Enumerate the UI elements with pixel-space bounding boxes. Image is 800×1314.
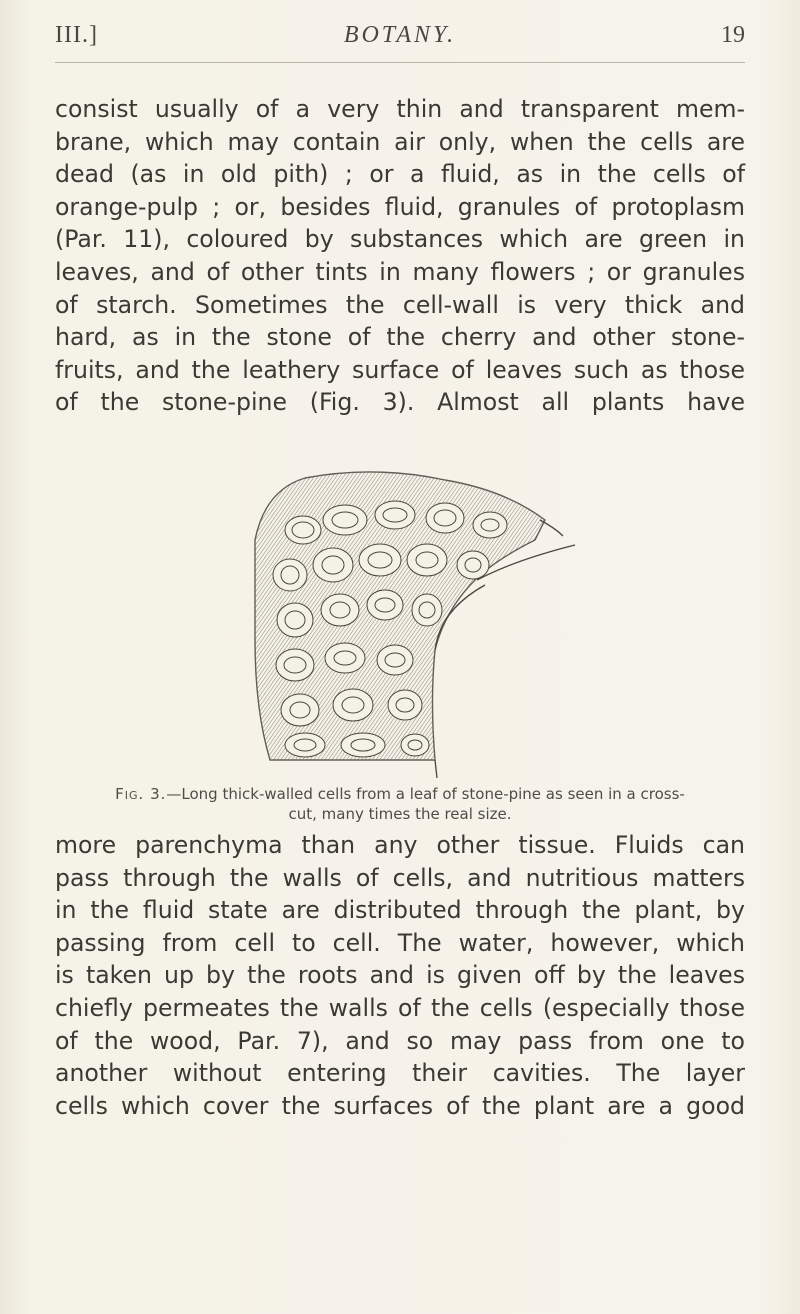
text-line: cells which cover the surfaces of the plant are a good	[55, 1091, 745, 1120]
text-line: fruits, and the leathery surface of leaves such as those	[55, 355, 745, 384]
caption-line-2: cut, many times the real size.	[288, 805, 512, 823]
running-header	[55, 22, 745, 58]
caption-line-1	[55, 784, 745, 804]
text-line: of the wood, Par. 7), and so may pass from one to	[55, 1026, 745, 1055]
text-line: leaves, and of other tints in many flowers ; or granules	[55, 257, 745, 286]
figure-caption	[55, 784, 745, 824]
text-line: more parenchyma than any other tissue. Fluids can	[55, 831, 745, 859]
running-title: BOTANY.	[343, 22, 457, 48]
text-line: of the stone-pine (Fig. 3). Almost all plants have	[55, 388, 745, 417]
paragraph-1	[55, 93, 745, 419]
cell-illustration	[245, 460, 585, 778]
text-line: brane, which may contain air only, when the cells are	[55, 127, 745, 156]
text-line: (Par. 11), coloured by substances which are green in	[55, 225, 745, 254]
text-line: orange-pulp ; or, besides fluid, granules of protoplasm	[55, 192, 745, 221]
figure-label: Fig. 3.	[115, 785, 167, 803]
stone-pine-cells-engraving	[245, 460, 585, 778]
paragraph-2	[55, 829, 745, 1122]
caption-text-1: —Long thick-walled cells from a leaf of stone-pine as seen in a cross-	[166, 785, 685, 803]
text-line: hard, as in the stone of the cherry and other stone-	[55, 323, 745, 352]
header-rule	[55, 62, 745, 63]
text-line: is taken up by the roots and is given off by the leaves	[55, 961, 745, 990]
text-line: dead (as in old pith) ; or a fluid, as in the cells of	[55, 160, 745, 189]
text-line: of starch. Sometimes the cell-wall is very thick and	[55, 290, 745, 319]
section-number: III.]	[55, 22, 98, 48]
text-line: chiefly permeates the walls of the cells (especially those	[55, 993, 745, 1022]
text-line: consist usually of a very thin and transparent mem-	[55, 95, 745, 123]
text-line: in the fluid state are distributed through the plant, by	[55, 896, 745, 925]
text-line: passing from cell to cell. The water, however, which	[55, 928, 745, 957]
text-line: another without entering their cavities. The layer	[55, 1059, 745, 1088]
text-line: pass through the walls of cells, and nutritious matters	[55, 863, 745, 892]
page-number: 19	[721, 22, 745, 48]
